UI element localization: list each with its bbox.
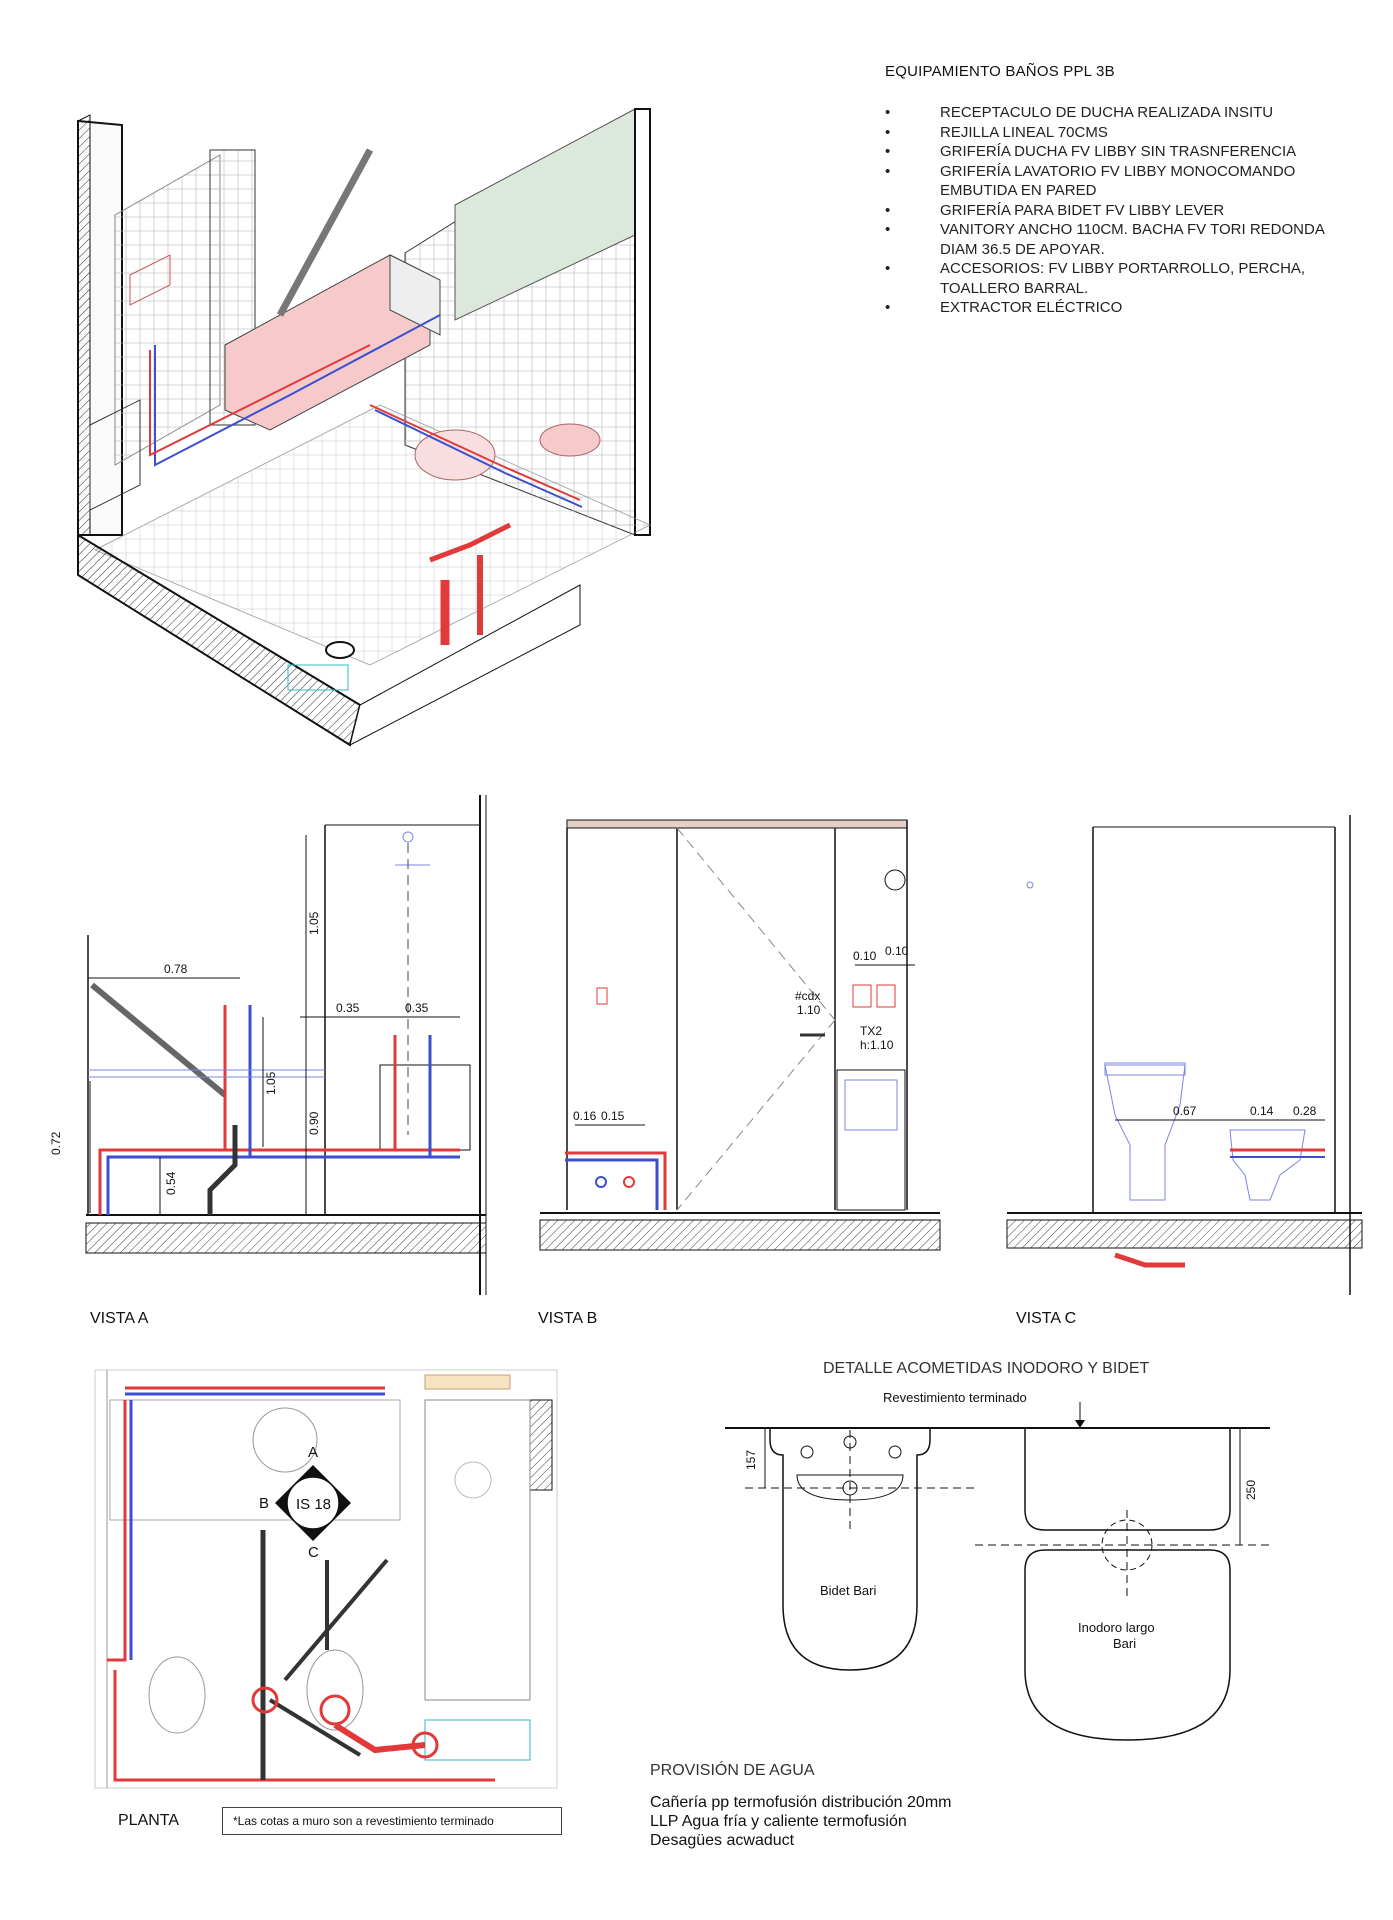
dim-label: 0.28 [1293, 1104, 1317, 1118]
dim-label: 0.54 [164, 1171, 178, 1195]
dim-label: 0.15 [601, 1109, 625, 1123]
floor-plan [95, 1370, 560, 1790]
water-line: Desagües acwaduct [650, 1832, 795, 1849]
equipment-item: • GRIFERÍA LAVATORIO FV LIBBY MONOCOMANDO EMBUTIDA EN PARED [885, 162, 1355, 201]
view-c-label: VISTA C [1016, 1310, 1077, 1327]
equipment-item: • GRIFERÍA PARA BIDET FV LIBBY LEVER [885, 201, 1355, 221]
dim-label: TX2 [860, 1024, 883, 1038]
finish-label: Revestimiento terminado [883, 1390, 1027, 1405]
section-marker-c: C [308, 1544, 319, 1561]
dim-label: 0.10 [853, 949, 877, 963]
dim-label: 0.14 [1250, 1104, 1274, 1118]
toilet-label: Inodoro largo [1078, 1620, 1155, 1635]
equipment-item: • GRIFERÍA DUCHA FV LIBBY SIN TRASNFERENCIA [885, 142, 1355, 162]
dim-label: h:1.10 [860, 1038, 894, 1052]
dim-label: 0.72 [49, 1131, 63, 1155]
equipment-item: • VANITORY ANCHO 110CM. BACHA FV TORI REDONDA DIAM 36.5 DE APOYAR. [885, 220, 1355, 259]
dim-label: 0.78 [164, 962, 188, 976]
detail-title: DETALLE ACOMETIDAS INODORO Y BIDET [823, 1360, 1150, 1377]
dim-label: 1.05 [307, 911, 321, 935]
dim-label: 0.16 [573, 1109, 597, 1123]
equipment-item: • RECEPTACULO DE DUCHA REALIZADA INSITU [885, 103, 1355, 123]
dim-label: 0.67 [1173, 1104, 1197, 1118]
dim-label: 0.10 [885, 944, 909, 958]
dim-label: 0.90 [307, 1111, 321, 1135]
elevation-view-b [535, 810, 945, 1290]
elevation-view-a [49, 795, 490, 1295]
elevation-view-c [1005, 815, 1375, 1295]
equipment-item: • ACCESORIOS: FV LIBBY PORTARROLLO, PERCHA, TOALLERO BARRAL. [885, 259, 1355, 298]
section-marker-a: A [308, 1444, 319, 1461]
view-a-label: VISTA A [90, 1310, 149, 1327]
dim-label: 1.10 [797, 1003, 821, 1017]
dim-label: 0.35 [336, 1001, 360, 1015]
water-line: LLP Agua fría y caliente termofusión [650, 1813, 907, 1830]
plan-label: PLANTA [118, 1812, 180, 1829]
equipment-item: • EXTRACTOR ELÉCTRICO [885, 298, 1355, 318]
fixtures-detail-drawing [725, 1400, 1275, 1760]
equipment-title: EQUIPAMIENTO BAÑOS PPL 3B [885, 63, 1115, 80]
dim-label: 250 [1244, 1479, 1258, 1500]
plan-note: *Las cotas a muro son a revestimiento terminado [222, 1807, 562, 1835]
view-b-label: VISTA B [538, 1310, 598, 1327]
bidet-label: Bidet Bari [820, 1583, 877, 1598]
section-marker-b: B [259, 1495, 270, 1512]
equipment-list [885, 103, 1355, 318]
toilet-label: Bari [1113, 1636, 1137, 1651]
dim-label: 1.05 [264, 1071, 278, 1095]
equipment-item: • REJILLA LINEAL 70CMS [885, 123, 1355, 143]
dim-label: #cdx [795, 989, 821, 1003]
water-title: PROVISIÓN DE AGUA [650, 1762, 815, 1779]
dim-label: 0.35 [405, 1001, 429, 1015]
section-marker-label: IS 18 [296, 1496, 332, 1513]
isometric-bathroom-drawing [70, 105, 670, 755]
water-line: Cañería pp termofusión distribución 20mm [650, 1794, 952, 1811]
dim-label: 157 [744, 1449, 758, 1470]
